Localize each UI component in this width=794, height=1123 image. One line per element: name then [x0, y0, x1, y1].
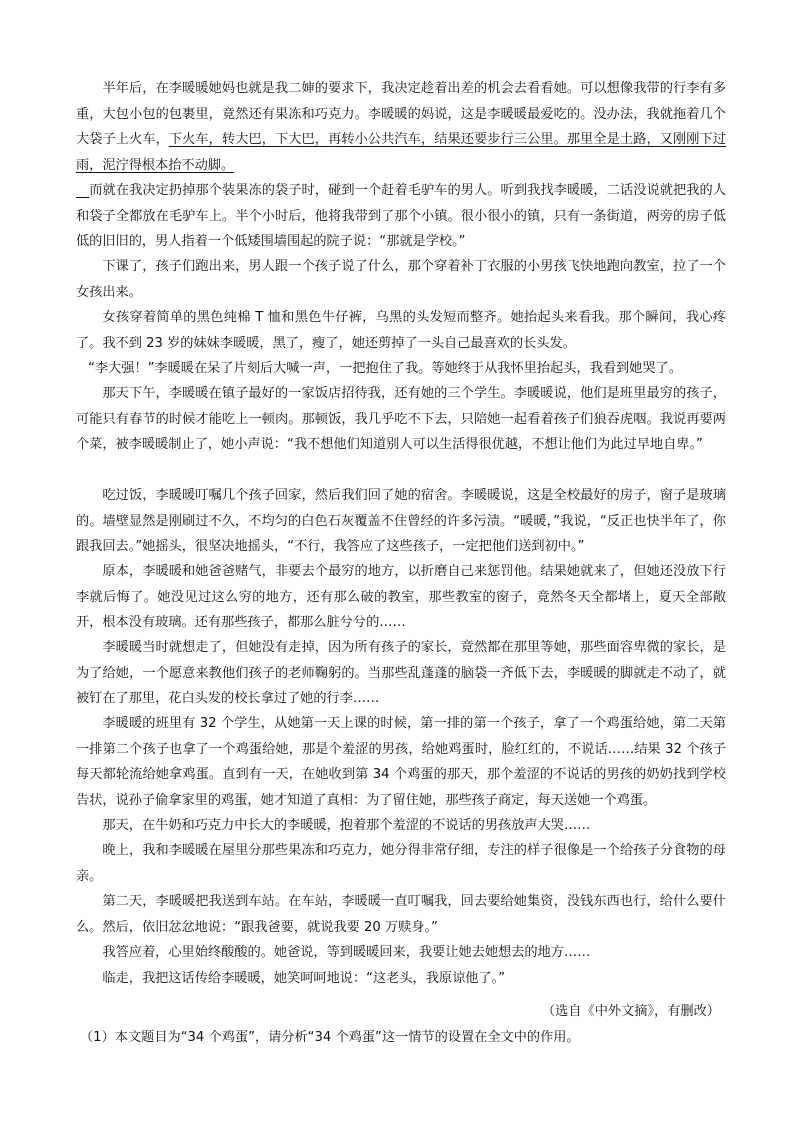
paragraph-3: 下课了，孩子们跑出来，男人跟一个孩子说了什么，那个穿着补丁衣服的小男孩飞快地跑向教室，拉了一个女孩出来。: [76, 259, 726, 300]
paragraph-14: 我答应着，心里始终酸酸的。她爸说，等到暖暖回来，我要让她去她想去的地方……: [102, 945, 591, 960]
paragraph-15: 临走，我把这话传给李暖暖，她笑呵呵地说：“这老头，我原谅他了。”: [102, 971, 506, 986]
paragraph-8: 原本，李暖暖和她爸爸赌气，非要去个最穷的地方，以折磨自己来惩罚他。结果她就来了，但她还没放下行李就后悔了。她没见过这么穷的地方，还有那么破的教室，那些教室的窗子，竟然冬天全都堵上，夏天全部敞开，根本没有玻璃。还有那些孩子，都那么脏兮兮的……: [76, 564, 726, 630]
paragraph-11: 那天，在牛奶和巧克力中长大的李暖暖，抱着那个羞涩的不说话的男孩放声大哭……: [102, 818, 591, 833]
paragraph-7: 吃过饭，李暖暖叮嘱几个孩子回家，然后我们回了她的宿舍。李暖暖说，这是全校最好的房子，窗子是玻璃的。墙壁显然是刚刷过不久，不均匀的白色石灰覆盖不住曾经的许多污渍。“暖暖，”我说，“反正也快半年了，你跟我回去。”她摇头，很坚决地摇头，“不行，我答应了这些孩子，一定把他们送到初中。”: [76, 488, 726, 554]
paragraph-12: 晚上，我和李暖暖在屋里分那些果冻和巧克力，她分得非常仔细，专注的样子很像是一个给孩子分食物的母亲。: [76, 843, 726, 884]
paragraph-1-underlined: 下火车，转大巴，下大巴，再转小公共汽车，结果还要步行三公里。那里全是土路，又刚刚下过雨，泥泞得根本抬不动脚。: [76, 132, 727, 173]
paragraph-1: [76, 76, 726, 178]
paragraph-2-text: 而就在我决定扔掉那个装果冻的袋子时，碰到一个赶着毛驴车的男人。听到我找李暖暖，二话没说就把我的人和袋子全都放在毛驴车上。半个小时后，他将我带到了那个小镇。很小很小的镇，只有一条街道，两旁的房子低低的旧旧的，男人指着一个低矮围墙围起的院子说：“那就是学校。”: [76, 183, 727, 249]
paragraph-9: 李暖暖当时就想走了，但她没有走掉，因为所有孩子的家长，竟然都在那里等她，那些面容卑微的家长，是为了给她，一个愿意来教他们孩子的老师鞠躬的。当那些乱蓬蓬的脑袋一齐低下去，李暖暖的脚就走不动了，就被钉在了那里，花白头发的校长拿过了她的行李……: [76, 640, 726, 706]
paragraph-1-text: 半年后，在李暖暖她妈也就是我二婶的要求下，我决定趁着出差的机会去看看她。可以想像我带的行李有多重，大包小包的包裹里，竟然还有果冻和巧克力。李暖暖的妈说，这是李暖暖最爱吃的。没办法，我就拖着几个大袋子上火车，: [76, 81, 726, 147]
paragraph-2-underlined: [76, 183, 89, 198]
paragraph-13: 第二天，李暖暖把我送到车站。在车站，李暖暖一直叮嘱我，回去要给她集资，没钱东西也行，给什么要什么。然后，依旧忿忿地说：“跟我爸要，就说我要 20 万赎身。”: [76, 894, 726, 935]
question-1: （1）本文题目为“34 个鸡蛋”，请分析“34 个鸡蛋”这一情节的设置在全文中的作用。: [80, 1030, 580, 1045]
paragraph-2: [76, 178, 726, 255]
paragraph-4: 女孩穿着简单的黑色纯棉 T 恤和黑色牛仔裤，乌黑的头发短而整齐。她抬起头来看我。那个瞬间，我心疼了。我不到 23 岁的妹妹李暖暖，黑了，瘦了，她还剪掉了一头自己最喜欢的长头发。: [76, 310, 726, 351]
paragraph-10: 李暖暖的班里有 32 个学生，从她第一天上课的时候，第一排的第一个孩子，拿了一个鸡蛋给她，第二天第一排第二个孩子也拿了一个鸡蛋给她，那是个羞涩的男孩，给她鸡蛋时，脸红红的，不说话……结果 32 个孩子每天都轮流给她拿鸡蛋。直到有一天，在她收到第 34 个鸡蛋的那天，那个羞涩的不说话的男孩的奶奶找到学校告状，说孙子偷拿家里的鸡蛋，她才知道了真相：为了留住她，那些孩子商定，每天送她一个鸡蛋。: [76, 716, 726, 808]
paragraph-6: 那天下午，李暖暖在镇子最好的一家饭店招待我，还有她的三个学生。李暖暖说，他们是班里最穷的孩子，可能只有春节的时候才能吃上一顿肉。那顿饭，我几乎吃不下去，只陪她一起看着孩子们狼吞虎咽。我说再要两个菜，被李暖暖制止了，她小声说：“我不想他们知道别人可以生活得很优越，不想让他们为此过早地自卑。”: [76, 386, 726, 452]
paragraph-5: “李大强！”李暖暖在呆了片刻后大喊一声，一把抱住了我。等她终于从我怀里抬起头，我看到她哭了。: [88, 361, 682, 376]
source-citation: （选自《中外文摘》，有删改）: [541, 1004, 720, 1019]
